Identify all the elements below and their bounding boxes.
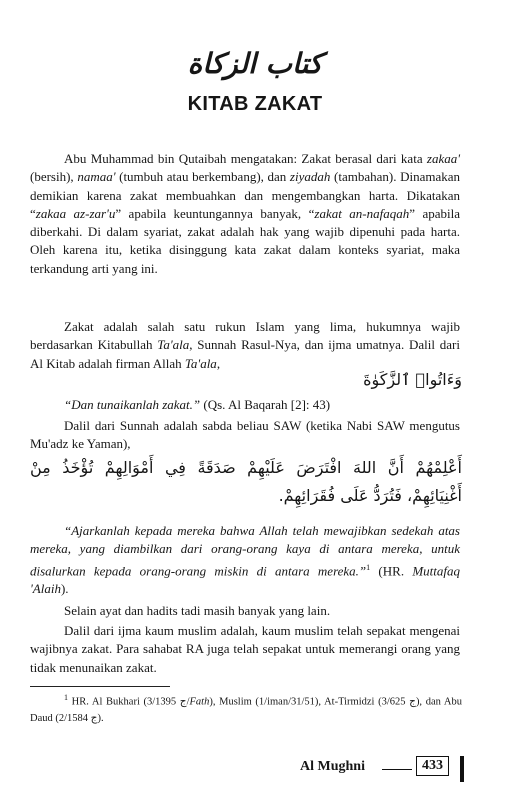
footer-bar [460, 756, 464, 782]
chapter-title: KITAB ZAKAT [187, 93, 323, 115]
hadith-arabic: أَعْلِمْهُمْ أَنَّ اللهَ افْتَرَضَ عَلَيْهِمْ صَدَقَةً فِي أَمْوَالِهِمْ تُؤْخَذُ مِنْ أَغْنِيَائِهِمْ، فَتُرَدُّ عَلَى فُقَرَائِهِمْ. [30, 458, 462, 505]
footnote: $^1$ HR. Al Bukhari (3/ج 1395/Fath), Muslim (1/iman/31/51), At-Tirmidzi (3/ج 625), dan Abu Daud (2/ج 1584). [30, 693, 462, 724]
page-number: 433 [416, 756, 449, 776]
book-name: Al Mughni [300, 759, 365, 774]
footnote-divider [30, 686, 170, 687]
footnote-marker: 1 [366, 562, 371, 572]
paragraph-definition: Abu Muhammad bin Qutaibah mengatakan: Zakat berasal dari kata zakaa' (bersih), namaa' (tumbuh atau berkembang), dan ziyadah (tambahan). Dinamakan demikian karena zakat membuahkan dan mengembangkan harta. Dikatakan “zakaa az-zar'u” apabila keuntungannya banyak, “zakat an-nafaqah” apabila diberkahi. Di dalam syariat, zakat adalah hak yang wajib dipenuhi pada harta. Oleh karena itu, ketika disinggung kata zakat dalam konteks syariat, maka terkandung arti yang ini. [30, 151, 460, 276]
arabic-chapter-title: كتاب الزكاة [187, 47, 323, 80]
page-footer [300, 756, 468, 780]
paragraph-pillar: Zakat adalah salah satu rukun Islam yang lima, hukumnya wajib berdasarkan Kitabullah Ta'ala, Sunnah Rasul-Nya, dan ijma umatnya. Dalil dari Al Kitab adalah firman Allah Ta'ala, [30, 319, 460, 371]
paragraph-ijma: Dalil dari ijma kaum muslim adalah, kaum muslim telah sepakat mengenai wajibnya zakat. Para sahabat RA juga telah sepakat untuk memerangi orang yang tidak menunaikan zakat. [30, 623, 460, 675]
paragraph-sunnah: Dalil dari Sunnah adalah sabda beliau SAW (ketika Nabi SAW mengutus Mu'adz ke Yaman), [30, 418, 460, 452]
verse-translation: “Dan tunaikanlah zakat.” (Qs. Al Baqarah [2]: 43) [64, 397, 331, 412]
quran-verse-arabic: وَءَاتُوا۟ ٱلزَّكَوٰةَ [363, 370, 462, 389]
footer-dash [382, 769, 412, 770]
hadith-translation: “Ajarkanlah kepada mereka bahwa Allah telah mewajibkan sedekah atas mereka, yang diambilkan dari orang-orang kaya di antara mereka, untuk disalurkan kepada orang-orang miskin di antara mereka.”$^1$ (HR. Muttafaq 'Alaih). [30, 523, 461, 597]
paragraph-other-evidence: Selain ayat dan hadits tadi masih banyak yang lain. [64, 603, 331, 618]
